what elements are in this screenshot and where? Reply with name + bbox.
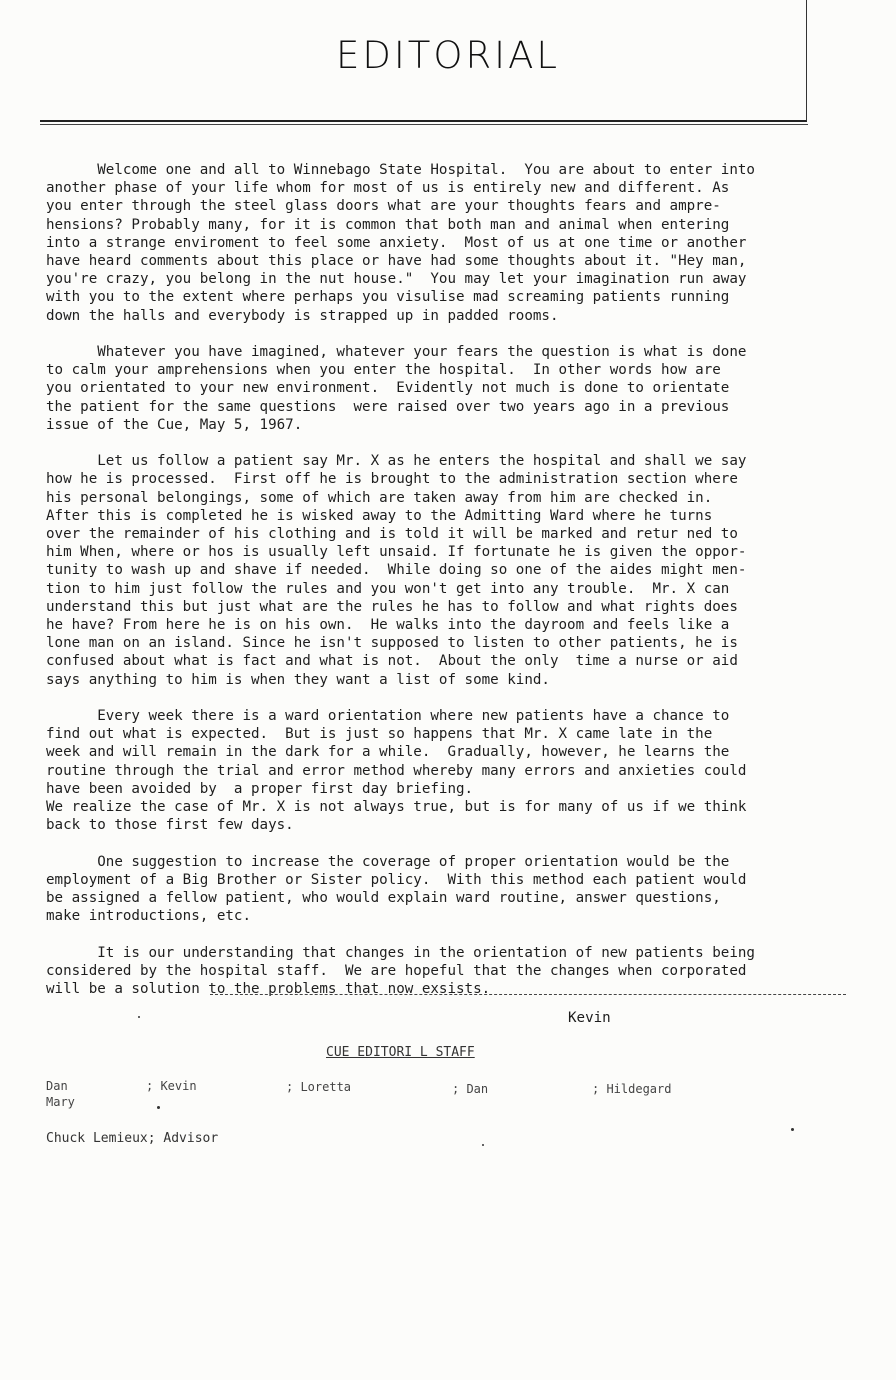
page-title: EDITORIAL — [335, 34, 561, 77]
header-rule — [40, 124, 808, 125]
paragraph-suggestion: One suggestion to increase the coverage of proper orientation would be the employment of a Big Brother or Sister policy. With this method each patient would be assigned a fellow patient, who would explain ward routine, answer questions, make introductions, etc. — [46, 853, 747, 925]
staff-name: ; Dan — [452, 1082, 489, 1096]
editorial-body — [46, 161, 806, 1016]
paragraph-conclusion: It is our understanding that changes in the orientation of new patients being considered by the hospital staff. We are hopeful that the changes when corporated will be a solution to the problems that now exsists. — [46, 944, 755, 998]
ink-speck — [482, 1144, 484, 1146]
staff-name: Mary — [46, 1095, 75, 1109]
staff-heading: CUE EDITORI L STAFF — [326, 1045, 475, 1060]
ink-speck — [138, 1016, 140, 1018]
ink-speck — [157, 1106, 160, 1109]
paragraph-mr-x: Let us follow a patient say Mr. X as he enters the hospital and shall we say how he is processed. First off he is brought to the administration section where his personal belongings, some of which are taken away from him are checked in. After this is completed he is wisked away to the Admitting Ward where he turns over the remainder of his clothing and is told it will be marked and retur ned to him When, where or hos is usually left unsaid. If fortunate he is given the oppor- tunity to wash up and shave if needed. While doing so one of the aides might men- tion to him just follow the rules and you won't get into any trouble. Mr. X can understand this but just what are the rules he has to follow and what rights does he have? From here he is on his own. He walks into the dayroom and feels like a lone man on an island. Since he isn't supposed to listen to other patients, he is confused about what is fact and what is not. About the only time a nurse or aid says anything to him is when they want a list of some kind. — [46, 453, 747, 688]
ink-speck — [791, 1128, 794, 1131]
advisor-line: Chuck Lemieux; Advisor — [46, 1131, 219, 1146]
staff-name: ; Hildegard — [592, 1082, 672, 1096]
paragraph-orientation: Every week there is a ward orientation where new patients have a chance to find out what is expected. But is just so happens that Mr. X came late in the week and will remain in the dark for a while. Gradually, however, he learns the routine through the trial and error method whereby many errors and anxieties could have been avoided by a proper first day briefing. We realize the case of Mr. X is not always true, but is for many of us if we think back to those first few days. — [46, 708, 747, 834]
staff-name: ; Loretta — [286, 1080, 352, 1094]
staff-name: Dan — [46, 1079, 68, 1093]
footer-rule — [210, 994, 846, 995]
staff-name: ; Kevin — [146, 1079, 197, 1093]
paragraph-fears: Whatever you have imagined, whatever your fears the question is what is done to calm your amprehensions when you enter the hospital. In other words how are you orientated to your new environment. Evidently not much is done to orientate the patient for the same questions were raised over two years ago in a previous issue of the Cue, May 5, 1967. — [46, 344, 747, 433]
signature: Kevin — [568, 1010, 611, 1026]
paragraph-welcome: Welcome one and all to Winnebago State Hospital. You are about to enter into another phase of your life whom for most of us is entirely new and different. As you enter through the steel glass doors what are your thoughts fears and ampre- hensions? Probably many, for it is common that both man and animal when entering into a strange enviroment to feel some anxiety. Most of us at one time or another have heard comments about this place or have had some thoughts about it. "Hey man, you're crazy, you belong in the nut house." You may let your imagination run away with you to the extent where perhaps you visulise mad screaming patients running down the halls and everybody is strapped up in padded rooms. — [46, 162, 755, 324]
